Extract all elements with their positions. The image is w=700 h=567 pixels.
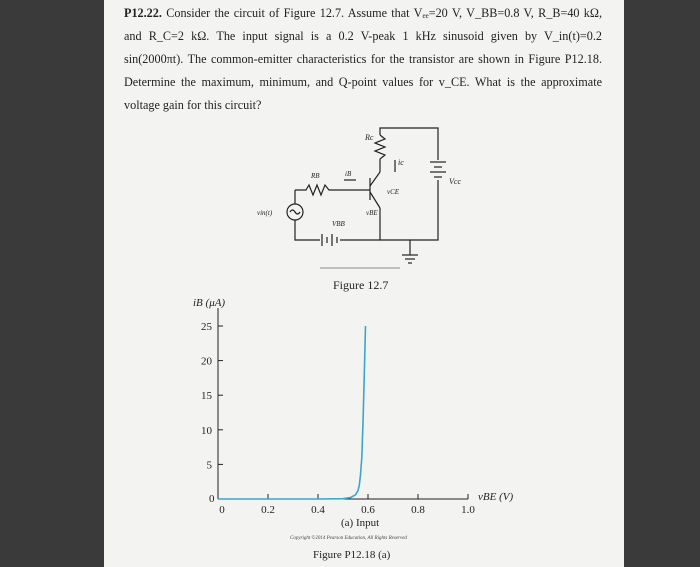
x-tick-label: 0.8 — [411, 504, 425, 516]
y-tick-label: 5 — [206, 459, 212, 472]
problem-text: Consider the circuit of Figure 12.7. Assume that Vₑₑ=20 V, V_BB=0.8 V, R_B=40 kΩ, and R_C=2 kΩ. The input signal is a 0.2 V-peak 1 kHz sinusoid given by V_in(t)=0.2 sin(2000πt). The common-emitter characteristics for the transistor are shown in Figure P12.18. Determine the maximum, minimum, and Q-point values for v_CE. What is the approximate voltage gain for this circuit? — [124, 6, 603, 112]
label-vin: vin(t) — [257, 209, 273, 217]
y-tick-label: 10 — [201, 424, 212, 437]
chart-caption: (a) Input — [341, 517, 380, 529]
x-tick-label: 0.2 — [261, 504, 275, 516]
y-tick-label: 25 — [201, 321, 212, 333]
label-rc: Rc — [365, 133, 374, 142]
y-axis-label: iB (μA) — [193, 297, 226, 309]
chart-figure-label: Figure P12.18 (a) — [313, 549, 391, 561]
label-rb: RB — [311, 172, 320, 180]
label-vce: vCE — [387, 188, 400, 196]
label-vbe: vBE — [366, 209, 378, 217]
ib-curve — [218, 326, 366, 499]
label-ib: iB — [345, 170, 352, 178]
circuit-caption: Figure 12.7 — [333, 278, 389, 292]
x-tick-label: 0 — [219, 504, 225, 516]
label-ic: ic — [398, 158, 404, 167]
x-tick-label: 0.4 — [311, 504, 325, 516]
x-axis-label: vBE (V) — [478, 491, 514, 503]
label-vbb: VBB — [332, 220, 345, 228]
copyright-note: Copyright ©2014 Pearson Education, All Rights Reserved — [290, 536, 407, 541]
problem-number: P12.22. — [124, 6, 162, 20]
x-tick-label: 1.0 — [461, 504, 475, 516]
label-vcc: Vcc — [449, 177, 461, 186]
y-tick-label: 20 — [201, 355, 212, 368]
y-tick-label: 15 — [201, 390, 212, 403]
y-tick-label: 0 — [209, 493, 215, 505]
x-tick-label: 0.6 — [361, 504, 375, 516]
